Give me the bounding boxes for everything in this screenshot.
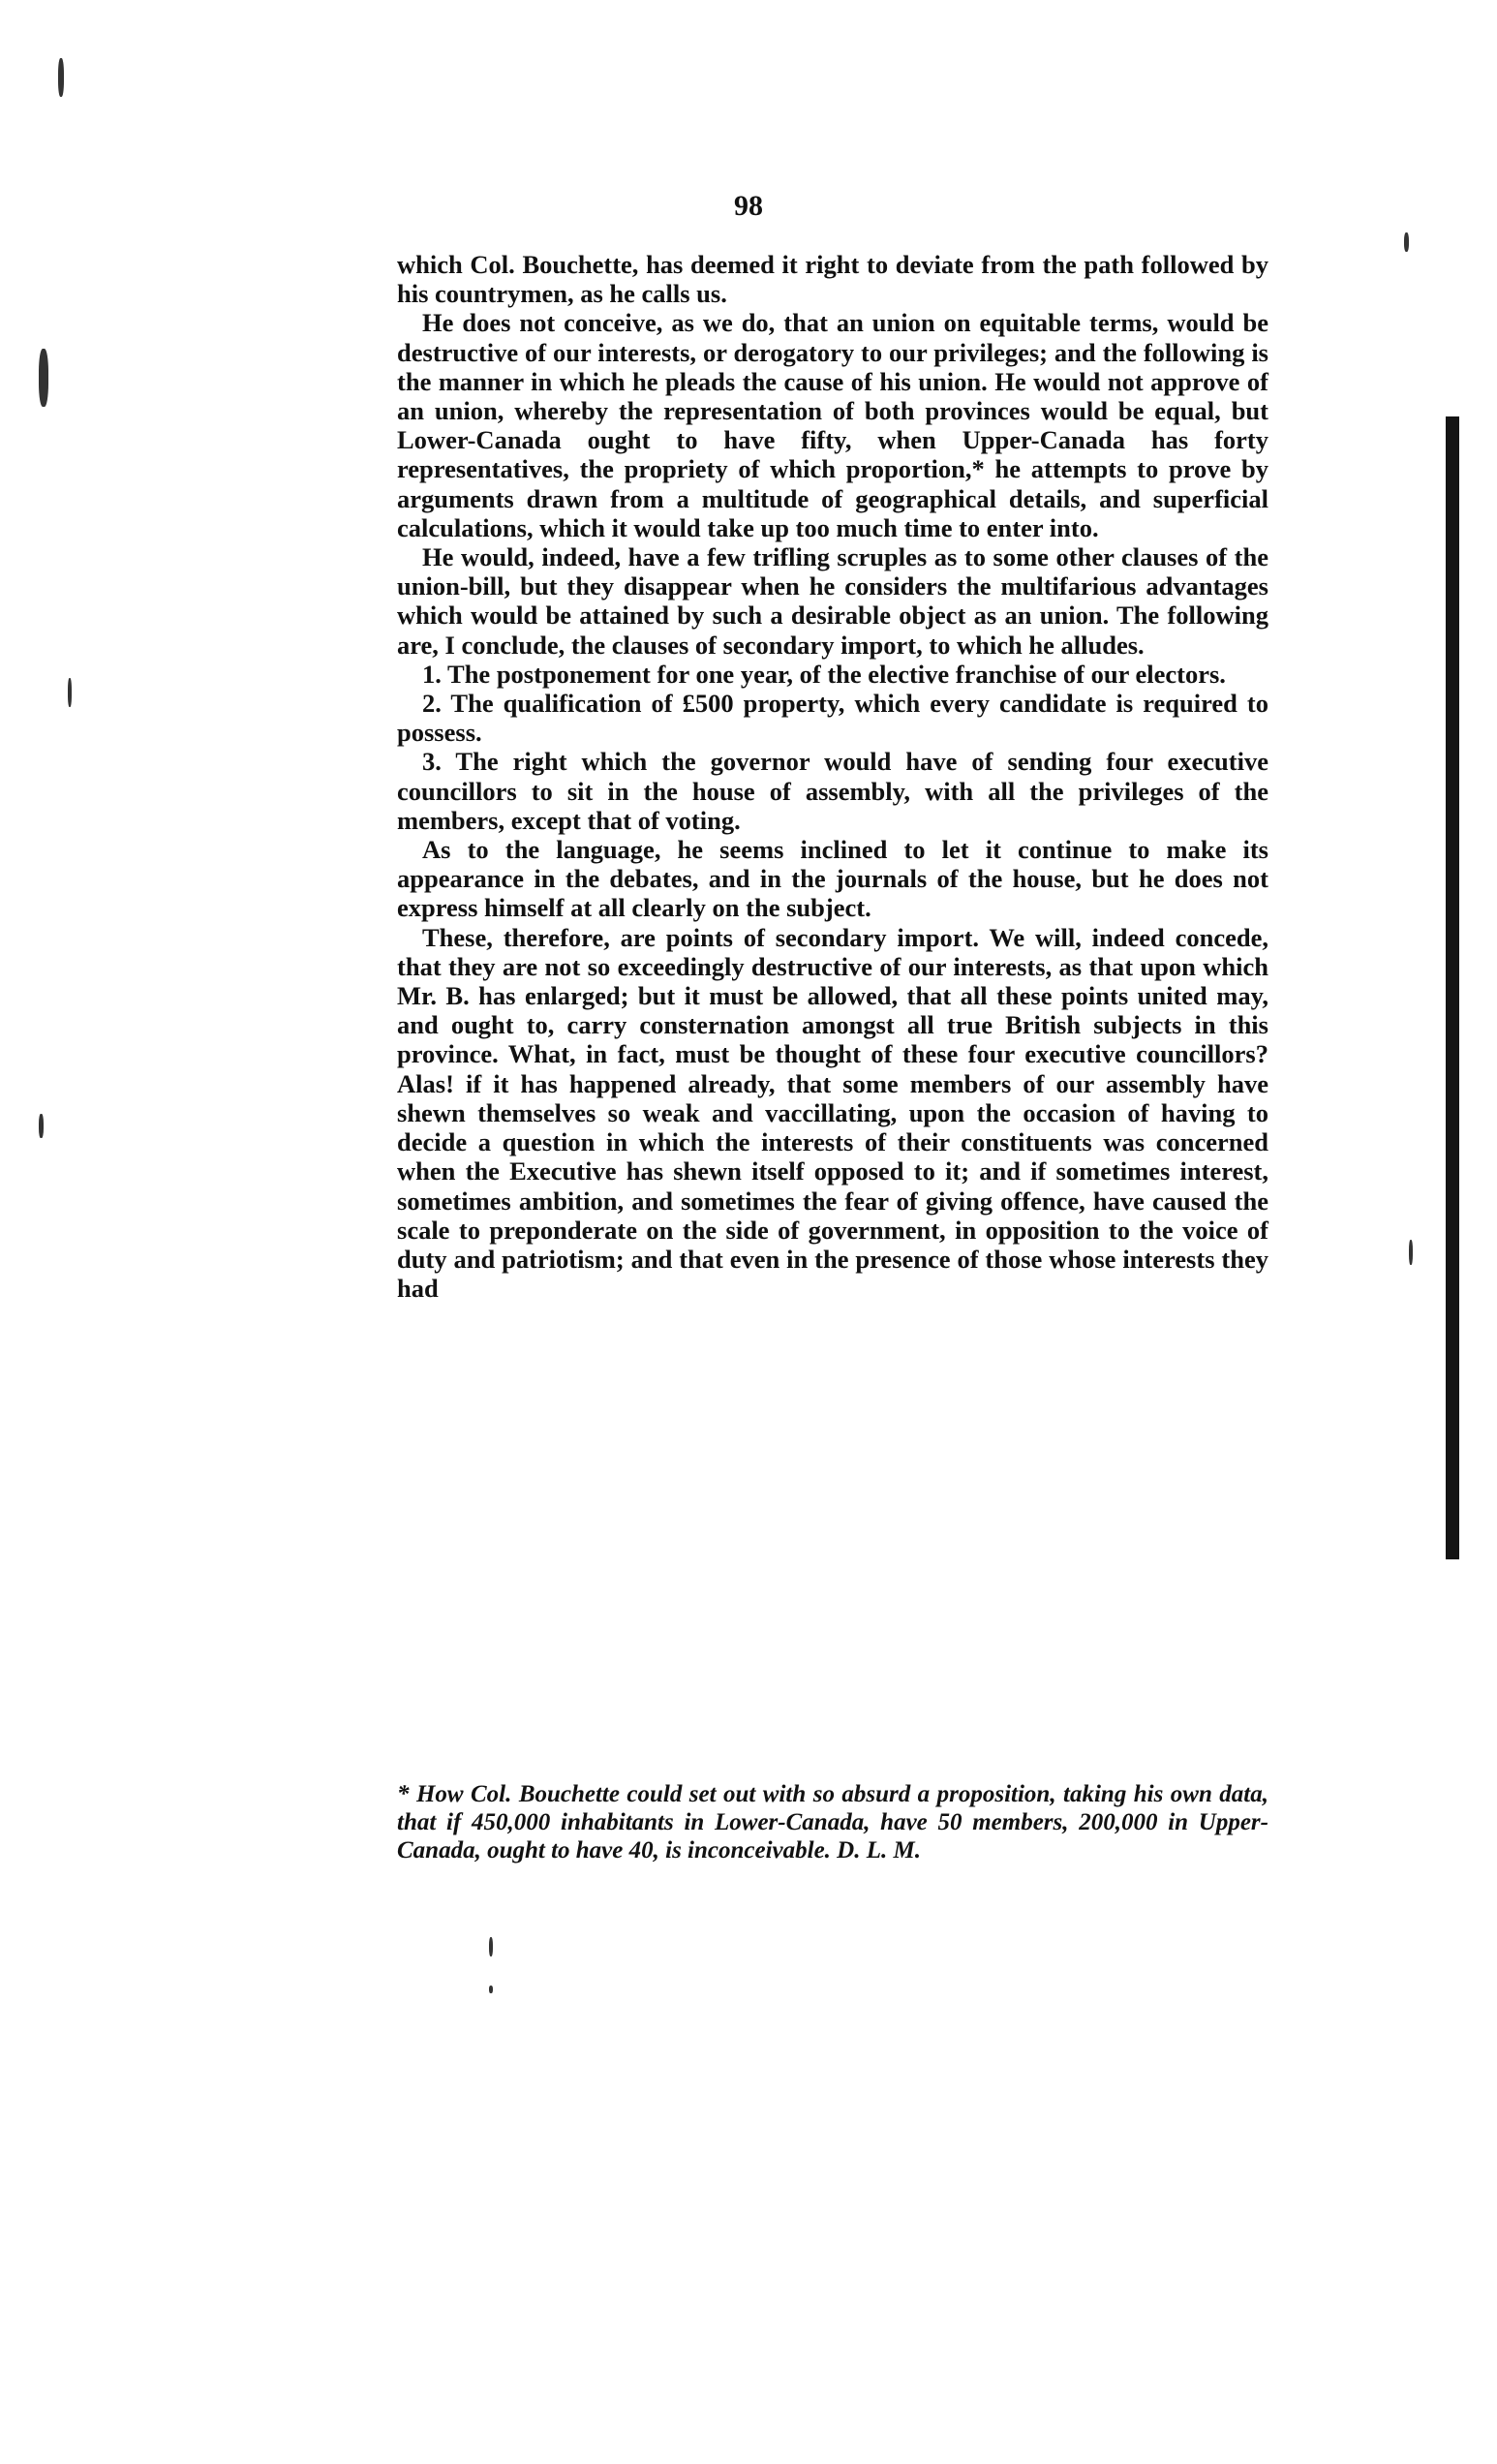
page-number: 98 [734,190,763,222]
scan-speck [489,1986,493,1993]
paragraph: 1. The postponement for one year, of the elective franchise of our electors. [422,659,1226,689]
scan-speck [39,349,48,407]
paragraph: He would, indeed, have a few trifling scruples as to some other clauses of the union-bill, but they disappear when he considers the multifarious advantages which would be attained by such a desirable object as an union. The following are, I conclude, the clauses of secondary import, to which he alludes. [397,542,1268,660]
scan-speck [1409,1240,1413,1265]
scan-speck [489,1937,493,1956]
paragraph: 3. The right which the governor would have of sending four executive councillors to sit in the house of assembly, with all the privileges of the members, except that of voting. [397,747,1268,835]
scan-speck [58,58,64,97]
footnote: * How Col. Bouchette could set out with so absurd a proposition, taking his own data, that if 450,000 inhabitants in Lower-Canada, have 50 members, 200,000 in Upper-Canada, ought to have 40, is inconceivable. D. L. M. [397,1781,1268,1863]
main-text [397,250,1268,1303]
paragraph: These, therefore, are points of secondary import. We will, indeed concede, that they are not so exceedingly destructive of our interests, as that upon which Mr. B. has enlarged; but it must be allowed, that all these points united may, and ought to, carry consternation amongst all true British subjects in this province. What, in fact, must be thought of these four executive councillors? Alas! if it has happened already, that some members of our assembly have shewn themselves so weak and vaccillating, upon the occasion of having to decide a question in which the interests of their constituents was concerned when the Executive has shewn itself opposed to it; and if sometimes interest, sometimes ambition, and sometimes the fear of giving offence, have caused the scale to preponderate on the side of government, in opposition to the voice of duty and patriotism; and that even in the presence of those whose interests they had [397,922,1268,1304]
paragraph: 2. The qualification of £500 property, which every candidate is required to possess. [397,689,1268,748]
scan-speck [68,678,72,707]
scan-speck [1404,232,1409,252]
scan-speck [39,1114,44,1138]
paragraph: He does not conceive, as we do, that an union on equitable terms, would be destructive of our interests, or derogatory to our privileges; and the following is the manner in which he pleads the cause of his union. He would not approve of an union, whereby the representation of both provinces would be equal, but Lower-Canada ought to have fifty, when Upper-Canada has forty representatives, the propriety of which proportion,* he attempts to prove by arguments drawn from a multitude of geographical details, and superficial calculations, which it would take up too much time to enter into. [397,308,1268,542]
scan-edge-bar [1446,416,1459,1559]
paragraph: which Col. Bouchette, has deemed it right to deviate from the path followed by his countrymen, as he calls us. [397,250,1268,309]
paragraph: As to the language, he seems inclined to let it continue to make its appearance in the debates, and in the journals of the house, but he does not express himself at all clearly on the subject. [397,835,1268,923]
